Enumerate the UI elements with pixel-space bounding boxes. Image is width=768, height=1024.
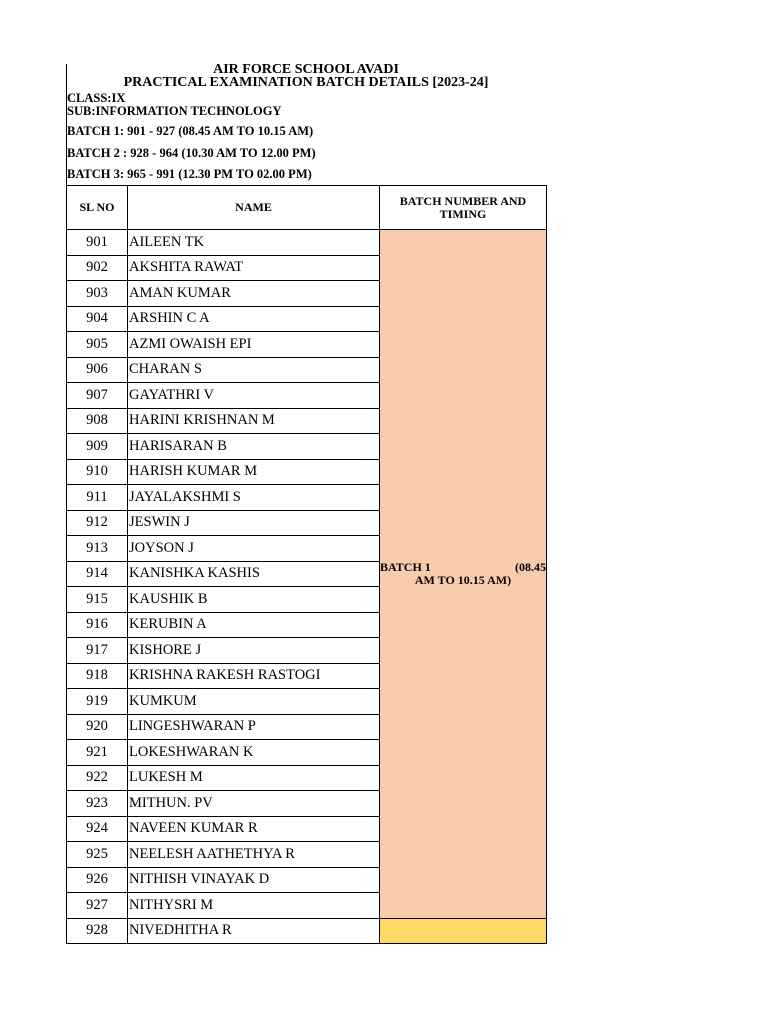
student-name-cell: LUKESH M xyxy=(128,765,380,791)
batch-2-cell xyxy=(380,918,547,944)
sl-no-cell: 915 xyxy=(67,587,128,613)
sl-no-cell: 902 xyxy=(67,255,128,281)
class-line: CLASS:IX xyxy=(67,91,126,105)
student-name-cell: KANISHKA KASHIS xyxy=(128,561,380,587)
sl-no-cell: 911 xyxy=(67,485,128,511)
column-header-sl-no: SL NO xyxy=(67,186,128,230)
student-name-cell: JESWIN J xyxy=(128,510,380,536)
student-name-cell: KAUSHIK B xyxy=(128,587,380,613)
sl-no-cell: 927 xyxy=(67,893,128,919)
sl-no-cell: 926 xyxy=(67,867,128,893)
batch-1-line: BATCH 1: 901 - 927 (08.45 AM TO 10.15 AM) xyxy=(67,124,314,138)
sl-no-cell: 901 xyxy=(67,230,128,256)
batch-2-line: BATCH 2 : 928 - 964 (10.30 AM TO 12.00 PM) xyxy=(67,146,316,160)
sl-no-cell: 905 xyxy=(67,332,128,358)
student-name-cell: KISHORE J xyxy=(128,638,380,664)
sl-no-cell: 918 xyxy=(67,663,128,689)
sl-no-cell: 921 xyxy=(67,740,128,766)
student-name-cell: KERUBIN A xyxy=(128,612,380,638)
batch-1-cell-line-1 xyxy=(380,561,546,574)
sl-no-cell: 909 xyxy=(67,434,128,460)
sl-no-cell: 917 xyxy=(67,638,128,664)
sl-no-cell: 912 xyxy=(67,510,128,536)
sl-no-cell: 904 xyxy=(67,306,128,332)
batch-1-cell xyxy=(380,230,547,919)
sl-no-cell: 910 xyxy=(67,459,128,485)
batch-3-line: BATCH 3: 965 - 991 (12.30 PM TO 02.00 PM) xyxy=(67,167,312,181)
student-name-cell: KUMKUM xyxy=(128,689,380,715)
sl-no-cell: 914 xyxy=(67,561,128,587)
student-name-cell: GAYATHRI V xyxy=(128,383,380,409)
student-name-cell: LINGESHWARAN P xyxy=(128,714,380,740)
student-name-cell: NITHISH VINAYAK D xyxy=(128,867,380,893)
table-body xyxy=(67,230,547,944)
batch-1-label: BATCH 1 xyxy=(380,559,431,574)
student-name-cell: AZMI OWAISH EPI xyxy=(128,332,380,358)
student-name-cell: NIVEDHITHA R xyxy=(128,918,380,944)
sl-no-cell: 913 xyxy=(67,536,128,562)
sl-no-cell: 919 xyxy=(67,689,128,715)
student-name-cell: JAYALAKSHMI S xyxy=(128,485,380,511)
student-name-cell: AILEEN TK xyxy=(128,230,380,256)
table-header-row xyxy=(67,186,547,230)
school-name: AIR FORCE SCHOOL AVADI xyxy=(213,62,399,77)
table-row xyxy=(67,918,547,944)
sl-no-cell: 924 xyxy=(67,816,128,842)
sl-no-cell: 916 xyxy=(67,612,128,638)
student-name-cell: JOYSON J xyxy=(128,536,380,562)
column-header-batch: BATCH NUMBER AND TIMING xyxy=(380,186,547,230)
column-header-name: NAME xyxy=(128,186,380,230)
table-row xyxy=(67,230,547,256)
sl-no-cell: 928 xyxy=(67,918,128,944)
student-name-cell: LOKESHWARAN K xyxy=(128,740,380,766)
student-name-cell: NITHYSRI M xyxy=(128,893,380,919)
sl-no-cell: 908 xyxy=(67,408,128,434)
batch-1-time-end: AM TO 10.15 AM) xyxy=(414,572,512,587)
sl-no-cell: 925 xyxy=(67,842,128,868)
student-name-cell: AKSHITA RAWAT xyxy=(128,255,380,281)
student-name-cell: HARISH KUMAR M xyxy=(128,459,380,485)
sl-no-cell: 922 xyxy=(67,765,128,791)
student-name-cell: CHARAN S xyxy=(128,357,380,383)
student-name-cell: MITHUN. PV xyxy=(128,791,380,817)
student-name-cell: HARINI KRISHNAN M xyxy=(128,408,380,434)
student-name-cell: ARSHIN C A xyxy=(128,306,380,332)
sl-no-cell: 923 xyxy=(67,791,128,817)
batch-table xyxy=(66,185,547,944)
document-title: PRACTICAL EXAMINATION BATCH DETAILS [2023-24] xyxy=(123,75,489,90)
student-name-cell: HARISARAN B xyxy=(128,434,380,460)
sl-no-cell: 920 xyxy=(67,714,128,740)
subject-line: SUB:INFORMATION TECHNOLOGY xyxy=(67,104,282,118)
student-name-cell: NAVEEN KUMAR R xyxy=(128,816,380,842)
sl-no-cell: 907 xyxy=(67,383,128,409)
student-name-cell: NEELESH AATHETHYA R xyxy=(128,842,380,868)
sl-no-cell: 906 xyxy=(67,357,128,383)
student-name-cell: KRISHNA RAKESH RASTOGI xyxy=(128,663,380,689)
sl-no-cell: 903 xyxy=(67,281,128,307)
batch-1-time-start: (08.45 xyxy=(515,559,546,574)
student-name-cell: AMAN KUMAR xyxy=(128,281,380,307)
